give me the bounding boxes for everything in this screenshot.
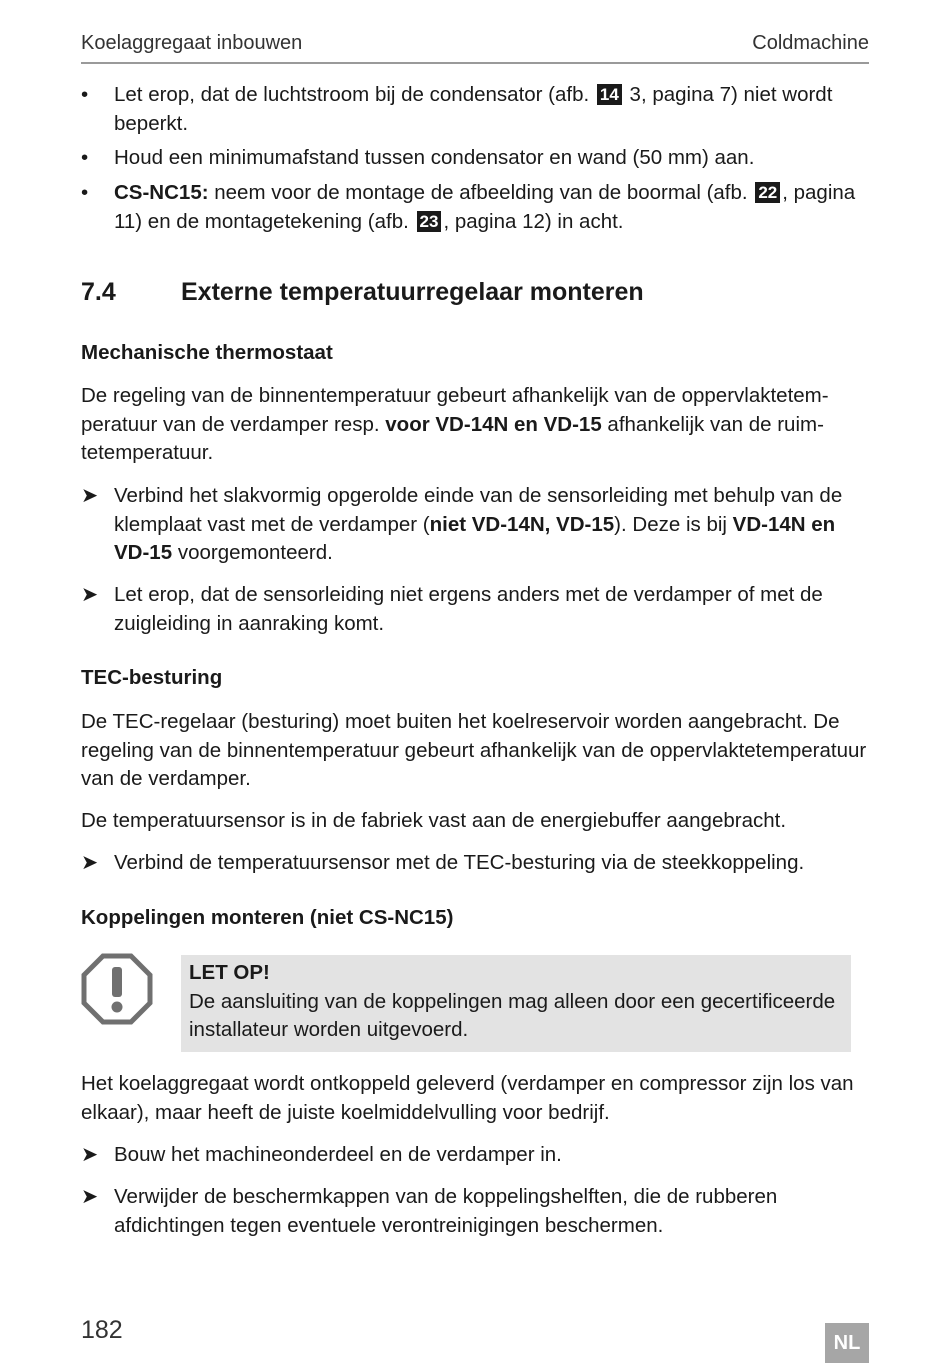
step-sensor-contact (81, 581, 869, 638)
text: Let erop, dat de sensorleiding niet ergens anders met de verdamper of met de zuigleiding in aanraking komt. (114, 583, 823, 635)
intro-bullet-airflow (81, 81, 869, 138)
subheading-tec: TEC-besturing (81, 666, 223, 689)
step-connect-sensor (81, 482, 869, 568)
text: afhankelijk van de ruimtetemperatuur. (81, 412, 824, 464)
warning-box (181, 955, 851, 1052)
text: Bouw het machineonderdeel en de verdamper in. (114, 1143, 562, 1166)
bullet-marker: • (81, 181, 89, 204)
text: , pagina 11) en de montagetekening (afb. (114, 181, 856, 233)
text: voorgemonteerd. (177, 541, 333, 564)
text: Verbind de temperatuursensor met de TEC-besturing via de steekkoppeling. (114, 851, 805, 874)
page-number: 182 (81, 1316, 123, 1344)
section-number: 7.4 (81, 278, 116, 306)
intro-bullet-csnc15 (81, 179, 869, 236)
subheading-mechanical-thermostat: Mechanische thermostaat (81, 341, 333, 364)
language-badge: NL (825, 1323, 869, 1363)
model-label: CS-NC15: (114, 181, 209, 204)
text: Houd een minimumafstand tussen condensator en wand (50 mm) aan. (114, 146, 755, 169)
warning-octagon-icon (81, 953, 153, 1025)
warning-text: De aansluiting van de koppelingen mag alleen door een gecertificeerde installateur worden uitgevoerd. (189, 989, 836, 1041)
arrow-marker: ➤ (81, 1143, 99, 1166)
text: 3, pagina 7) niet wordt beperkt. (114, 83, 833, 135)
text: ). Deze is bij (614, 512, 727, 536)
paragraph-couplings: Het koelaggregaat wordt ontkoppeld geleverd (verdamper en compressor zijn los van elkaar), maar heeft de juiste koelmiddelvulling voor bedrijf. (81, 1072, 854, 1124)
text: De regeling van de binnentemperatuur gebeurt afhankelijk van de oppervlaktetemperatuur van de verdamper resp. (81, 384, 829, 436)
arrow-marker: ➤ (81, 484, 99, 507)
header-product: Coldmachine (752, 32, 869, 54)
figure-ref-14: 14 (597, 84, 622, 105)
paragraph-mechanical (81, 382, 869, 468)
step-connect-tec (81, 849, 869, 878)
text: , pagina 12) in acht. (443, 209, 624, 233)
bold-text: voor VD-14N en VD-15 (385, 412, 602, 436)
figure-ref-22: 22 (755, 182, 780, 203)
arrow-marker: ➤ (81, 1185, 99, 1208)
arrow-marker: ➤ (81, 583, 99, 606)
section-title: Externe temperatuurregelaar monteren (181, 278, 644, 306)
step-install-parts (81, 1141, 869, 1170)
text: Verbind het slakvormig opgerolde einde van de sensorleiding met behulp van de klemplaat vast met de verdamper ( (114, 484, 843, 536)
page-header (81, 32, 869, 64)
paragraph-tec-1: De TEC-regelaar (besturing) moet buiten het koelreservoir worden aangebracht. De regeling van de binnentemperatuur gebeurt afhankelijk van de oppervlaktetemperatuur van de verdamper. (81, 710, 867, 790)
header-chapter: Koelaggregaat inbouwen (81, 32, 303, 54)
figure-ref-23: 23 (417, 211, 442, 232)
text: Let erop, dat de luchtstroom bij de condensator (afb. (114, 83, 590, 106)
bold-text: VD-14N en VD-15 (114, 512, 836, 564)
warning-title: LET OP! (189, 961, 270, 984)
text: neem voor de montage de afbeelding van de boormal (afb. (214, 181, 748, 204)
subheading-couplings: Koppelingen monteren (niet CS-NC15) (81, 906, 454, 929)
bullet-marker: • (81, 83, 89, 106)
bold-text: niet VD-14N, VD-15 (429, 512, 615, 536)
text: Verwijder de beschermkappen van de koppelingshelften, die de rubberen afdichtingen tegen eventuele verontreinigingen beschermen. (114, 1185, 778, 1237)
paragraph-tec-2: De temperatuursensor is in de fabriek vast aan de energiebuffer aangebracht. (81, 809, 787, 832)
arrow-marker: ➤ (81, 851, 99, 874)
intro-bullet-distance (81, 144, 869, 173)
step-remove-caps (81, 1183, 869, 1240)
manual-page (81, 0, 869, 1365)
bullet-marker: • (81, 146, 89, 169)
